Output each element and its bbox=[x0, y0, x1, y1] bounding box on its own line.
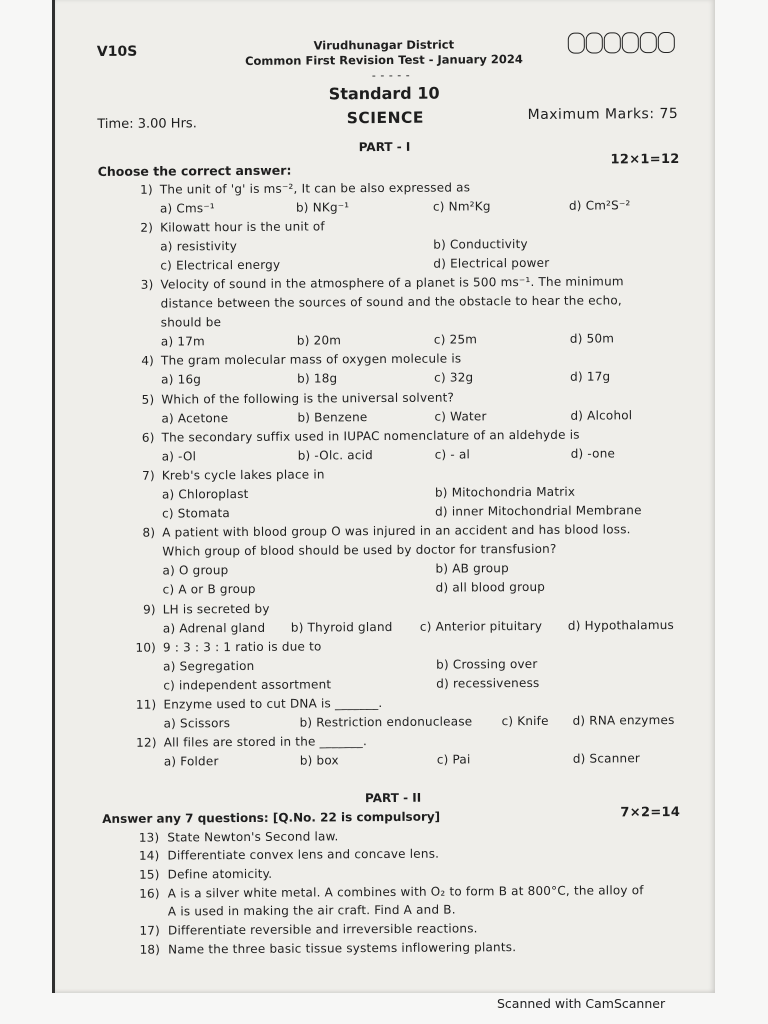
question-12 bbox=[122, 730, 702, 772]
part1-question-list bbox=[118, 176, 702, 772]
question-text: Velocity of sound in the atmosphere of a planet is 500 ms⁻¹. The minimum bbox=[160, 274, 624, 292]
option-d: d) recessiveness bbox=[436, 675, 540, 691]
option-c: c) Nm²Kg bbox=[432, 198, 491, 214]
option-a: a) Segregation bbox=[163, 658, 255, 674]
option-b: b) Crossing over bbox=[436, 656, 538, 672]
question-8 bbox=[120, 520, 701, 600]
option-c: c) Water bbox=[434, 408, 487, 424]
option-a: a) Folder bbox=[163, 754, 219, 769]
option-c: c) A or B group bbox=[162, 582, 256, 598]
question-number: 9) bbox=[142, 602, 156, 617]
question-text: Differentiate convex lens and concave lens. bbox=[167, 846, 440, 863]
register-number-box bbox=[604, 32, 621, 53]
question-3 bbox=[118, 272, 699, 352]
subject-title: SCIENCE bbox=[346, 108, 425, 128]
register-number-box bbox=[622, 32, 639, 53]
question-text-continued: distance between the sources of sound and the obstacle to hear the echo, bbox=[160, 293, 622, 311]
option-a: a) 16g bbox=[161, 372, 202, 387]
part2-title: PART - II bbox=[364, 790, 422, 806]
question-11 bbox=[121, 692, 701, 734]
option-a: a) Acetone bbox=[161, 410, 229, 426]
question-text: Kilowatt hour is the unit of bbox=[160, 219, 325, 235]
question-number: 11) bbox=[135, 697, 157, 712]
option-d: d) Electrical power bbox=[433, 255, 550, 271]
option-b: b) 20m bbox=[296, 333, 342, 348]
question-number: 13) bbox=[138, 830, 160, 845]
option-a: a) Cms⁻¹ bbox=[159, 200, 215, 216]
option-d: d) RNA enzymes bbox=[572, 713, 675, 728]
header-divider: - - - - - bbox=[371, 68, 411, 83]
question-number: 2) bbox=[140, 220, 154, 235]
question-number: 17) bbox=[139, 923, 161, 938]
question-16 bbox=[123, 880, 713, 921]
option-a: a) Chloroplast bbox=[161, 486, 249, 502]
option-c: c) Knife bbox=[501, 713, 549, 729]
question-text-continued: should be bbox=[160, 315, 222, 330]
part1-title: PART - I bbox=[358, 139, 411, 155]
question-text: Differentiate reversible and irreversible reactions. bbox=[167, 921, 478, 938]
option-c: c) 32g bbox=[434, 370, 474, 386]
paper-code: V10S bbox=[96, 43, 138, 60]
question-5 bbox=[119, 386, 699, 428]
option-c: c) Electrical energy bbox=[160, 257, 281, 273]
question-text: Kreb's cycle lakes place in bbox=[161, 467, 325, 483]
register-number-box bbox=[586, 32, 603, 53]
question-text: The gram molecular mass of oxygen molecule is bbox=[160, 351, 462, 368]
question-number: 6) bbox=[141, 430, 155, 445]
district-name: Virudhunagar District bbox=[313, 37, 455, 53]
option-a: a) O group bbox=[162, 563, 229, 578]
option-c: c) Anterior pituitary bbox=[419, 618, 543, 634]
exam-title: Common First Revision Test - January 2024 bbox=[244, 52, 523, 68]
part2-marks: 7×2=14 bbox=[620, 804, 681, 821]
question-text: A patient with blood group O was injured in an accident and has blood loss. bbox=[162, 522, 631, 540]
option-b: b) Thyroid gland bbox=[290, 619, 393, 635]
option-c: c) Pai bbox=[436, 752, 471, 767]
question-number: 1) bbox=[140, 182, 153, 197]
question-text-continued: A is used in making the air craft. Find A and B. bbox=[167, 902, 456, 919]
option-c: c) independent assortment bbox=[163, 677, 332, 693]
option-b: b) -Olc. acid bbox=[297, 447, 374, 463]
question-number: 12) bbox=[136, 735, 157, 750]
question-text: Name the three basic tissue systems inflowering plants. bbox=[168, 939, 517, 957]
question-2 bbox=[118, 214, 698, 275]
option-c: c) Stomata bbox=[162, 506, 230, 521]
question-text: Which of the following is the universal solvent? bbox=[161, 390, 455, 407]
option-c: c) 25m bbox=[433, 332, 478, 347]
question-text-continued: Which group of blood should be used by doctor for transfusion? bbox=[162, 542, 557, 559]
option-b: b) box bbox=[299, 753, 339, 768]
option-b: b) Restriction endonuclease bbox=[299, 714, 473, 730]
register-number-box bbox=[658, 32, 675, 53]
question-text: LH is secreted by bbox=[162, 601, 270, 617]
question-text: The secondary suffix used in IUPAC nomenclature of an aldehyde is bbox=[161, 427, 580, 445]
option-b: b) AB group bbox=[435, 561, 509, 577]
question-number: 4) bbox=[141, 353, 155, 369]
question-number: 16) bbox=[139, 886, 160, 901]
option-a: a) 17m bbox=[160, 334, 205, 349]
register-number-box bbox=[640, 32, 657, 53]
option-d: d) 50m bbox=[569, 331, 615, 346]
question-text: All files are stored in the _______. bbox=[163, 734, 368, 750]
option-b: b) Mitochondria Matrix bbox=[434, 484, 576, 500]
option-b: b) Conductivity bbox=[433, 236, 528, 252]
question-6 bbox=[119, 425, 699, 467]
question-1 bbox=[118, 176, 698, 218]
question-number: 14) bbox=[138, 848, 160, 864]
question-text: Enzyme used to cut DNA is _______. bbox=[163, 696, 383, 712]
time-allowed: Time: 3.00 Hrs. bbox=[97, 116, 197, 132]
question-text: The unit of 'g' is ms⁻², It can be also expressed as bbox=[159, 179, 471, 197]
option-b: b) 18g bbox=[297, 371, 338, 387]
option-d: d) Cm²S⁻² bbox=[568, 197, 631, 213]
option-a: a) Scissors bbox=[163, 716, 231, 731]
question-number: 5) bbox=[141, 392, 155, 407]
question-text: 9 : 3 : 3 : 1 ratio is due to bbox=[162, 639, 322, 655]
question-text: Define atomicity. bbox=[167, 866, 273, 882]
question-number: 10) bbox=[135, 640, 157, 655]
question-4 bbox=[119, 348, 699, 390]
option-b: b) Benzene bbox=[297, 409, 368, 425]
part2-instruction: Answer any 7 questions: [Q.No. 22 is compulsory] bbox=[102, 809, 441, 826]
part1-instruction: Choose the correct answer: bbox=[97, 162, 292, 179]
part2-question-list bbox=[122, 824, 713, 959]
question-7 bbox=[120, 463, 700, 524]
register-number-box bbox=[568, 33, 585, 54]
maximum-marks: Maximum Marks: 75 bbox=[527, 105, 679, 123]
question-text: A is a silver white metal. A combines with O₂ to form B at 800°C, the alloy of bbox=[167, 882, 644, 901]
option-a: a) resistivity bbox=[160, 238, 238, 254]
part1-marks: 12×1=12 bbox=[610, 151, 680, 168]
question-text: State Newton's Second law. bbox=[167, 828, 339, 845]
option-d: d) Scanner bbox=[572, 751, 641, 767]
scanner-watermark: Scanned with CamScanner bbox=[497, 996, 666, 1011]
option-c: c) - al bbox=[434, 447, 471, 462]
question-number: 15) bbox=[138, 867, 160, 882]
option-d: d) Alcohol bbox=[570, 407, 633, 423]
option-a: a) Adrenal gland bbox=[162, 620, 266, 636]
option-d: d) Hypothalamus bbox=[567, 617, 675, 633]
question-number: 3) bbox=[140, 277, 154, 292]
option-d: d) inner Mitochondrial Membrane bbox=[435, 503, 642, 519]
option-d: d) all blood group bbox=[435, 580, 546, 596]
option-d: d) -one bbox=[570, 446, 616, 461]
question-10 bbox=[121, 635, 701, 696]
option-d: d) 17g bbox=[570, 369, 611, 385]
question-number: 18) bbox=[139, 942, 161, 957]
option-b: b) NKg⁻¹ bbox=[295, 199, 350, 215]
register-number-boxes bbox=[568, 32, 675, 54]
option-a: a) -Ol bbox=[161, 449, 197, 464]
question-9 bbox=[121, 596, 701, 638]
question-number: 7) bbox=[142, 468, 155, 483]
question-number: 8) bbox=[142, 525, 156, 540]
standard-label: Standard 10 bbox=[328, 83, 440, 104]
